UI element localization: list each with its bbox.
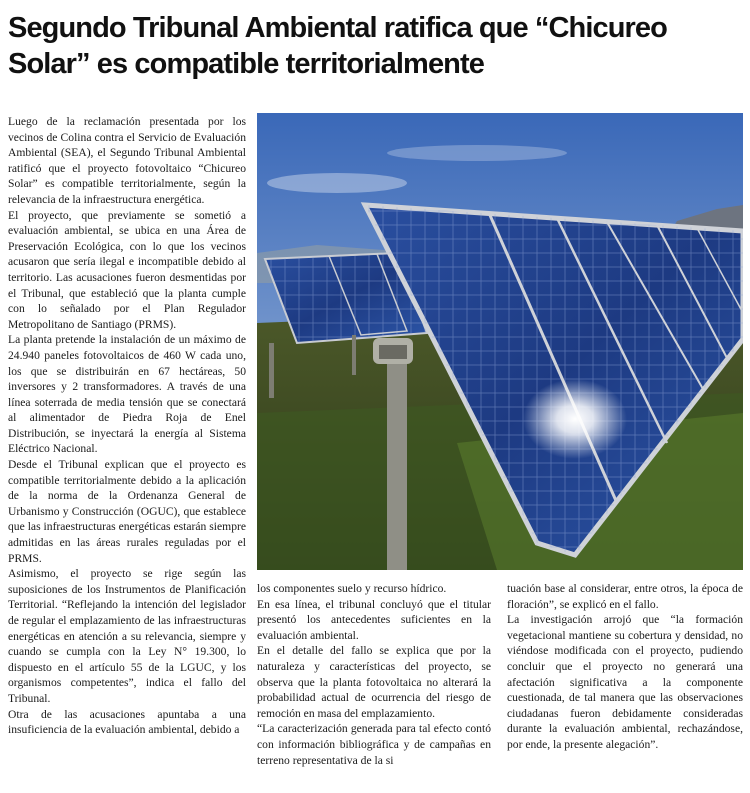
paragraph: los componentes suelo y recurso hídrico.	[257, 582, 447, 595]
headline: Segundo Tribunal Ambiental ratifica que “Chicureo Solar” es compatible territorialmente	[8, 12, 667, 80]
paragraph: Desde el Tribunal explican que el proyecto es compatible territorialmente debido a la aplicación de la norma de la Ordenanza General de Urbanismo y Construcción (OGUC), que establece que las infraestructuras energéticas estarán siempre admitidas en las áreas rurales reguladas por el PRMS.	[8, 458, 246, 565]
paragraph: tuación base al considerar, entre otros, la época de floración”, se explicó en el fallo.	[507, 582, 743, 611]
paragraph: Otra de las acusaciones apuntaba a una insuficiencia de la evaluación ambiental, debido a	[8, 707, 246, 737]
paragraph: En esa línea, el tribunal concluyó que el titular presentó los antecedentes suficientes en la evaluación ambiental.	[257, 597, 491, 642]
paragraph: La investigación arrojó que “la formación vegetacional mantiene su cobertura y densidad, no viéndose modificada con el proyecto, pudiendo concluir que el proyecto no generará una afectación significativa a la componente cuestionada, de tal manera que las observaciones ciudadanas fueron debidamente consideradas durante la evaluación ambiental, rechazándose, por ende, la presente alegación”.	[507, 613, 743, 751]
paragraph: La planta pretende la instalación de un máximo de 24.940 paneles fotovoltaicos de 460 W cada uno, los que se distribuirán en 67 hectáreas, 50 inversores y 2 transformadores. A través de una línea soterrada de media tensión que se conectará al alimentador de Piedra Roja de Enel Distribución, se inyectará la energía al Sistema Eléctrico Nacional.	[8, 333, 246, 456]
paragraph: Luego de la reclamación presentada por los vecinos de Colina contra el Servicio de Evaluación Ambiental (SEA), el Segundo Tribunal Ambiental ratificó que el proyecto fotovoltaico “Chicureo Solar” es compatible territorialmente, según la relevancia de la infraestructura energética.	[8, 115, 246, 206]
article-column-1	[8, 114, 246, 790]
paragraph: En el detalle del fallo se explica que por la naturaleza y características del proyecto, se observa que la planta fotovoltaica no alterará la probabilidad actual de ocurrencia del riesgo de remoción en masa del emplazamiento.	[257, 644, 491, 720]
article-column-3	[507, 581, 743, 790]
paragraph: “La caracterización generada para tal efecto contó con información bibliográfica y de campañas en terreno representativa de la si	[257, 722, 491, 767]
article-column-2	[257, 581, 491, 790]
paragraph: Asimismo, el proyecto se rige según las suposiciones de los Instrumentos de Planificación Territorial. “Reflejando la intención del legislador de regular el emplazamiento de las infraestructuras energéticas en atención a su relevancia, siempre y cuando se cumpla con la Ley N° 19.300, lo dispuesto en el artículo 55 de la LGUC, y los organismos competentes”, indica el fallo del Tribunal.	[8, 567, 246, 705]
solar-panels-photo	[257, 113, 743, 570]
paragraph: El proyecto, que previamente se sometió a evaluación ambiental, se ubica en una Área de Preservación Ecológica, con lo que los vecinos acusaron que sería ilegal e incompatible debido al territorio. Las acusaciones fueron desmentidas por el Tribunal, que estableció que la planta cumple con lo señalado por el Plan Regulador Metropolitano de Santiago (PRMS).	[8, 208, 246, 331]
